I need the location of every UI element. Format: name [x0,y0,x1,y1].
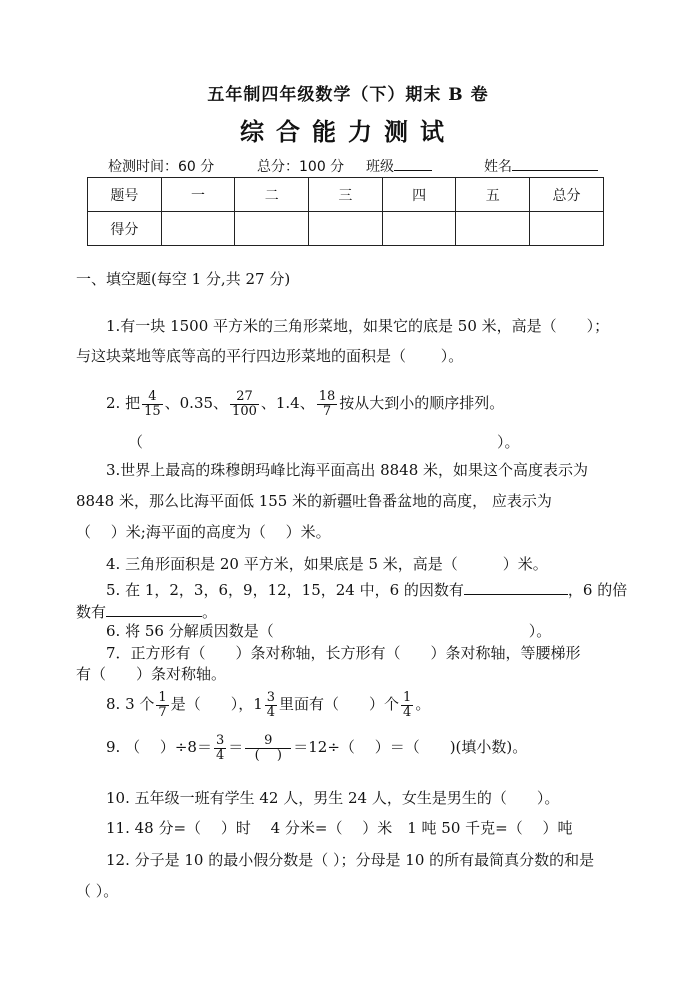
fraction [214,734,226,763]
q8-text: 是（ ），1 [170,695,263,713]
score-cell [235,212,309,246]
fraction-numerator: 3 [266,689,276,705]
fraction [142,390,163,419]
fraction [230,390,259,419]
fraction-numerator: 1 [403,689,412,705]
exam-subtitle: 综合能力测试 [240,117,456,146]
fraction [401,691,413,720]
q8-text: 里面有（ ）个 [279,695,400,713]
q6-line: 6. 将 56 分解质因数是（ ）。 [106,622,552,640]
q7-line2: 有（ ）条对称轴。 [76,665,227,683]
fraction-numerator: 4 [142,390,163,405]
total-label: 总分：100 分 [257,159,345,175]
score-cell [530,212,604,246]
q8-text: 。 [415,695,431,713]
score-header-cell: 总分 [530,178,604,212]
q3-line1: 3.世界上最高的珠穆朗玛峰比海平面高出 8848 米，如果这个高度表示为 [106,461,589,479]
fraction-numerator: 18 [318,388,336,404]
score-header-cell: 四 [382,178,456,212]
q4-line: 4. 三角形面积是 20 平方米，如果底是 5 米，高是（ ）米。 [106,555,548,573]
fraction-denominator: 15 [144,403,161,419]
score-header-cell: 五 [456,178,530,212]
q5-text: 数有 [76,603,107,621]
fraction-denominator: 7 [158,704,167,720]
score-header-cell: 题号 [88,178,162,212]
q5-line1 [106,579,627,601]
q1-line1: 1.有一块 1500 平方米的三角形菜地，如果它的底是 50 米，高是（ ）； [106,317,610,335]
fraction-numerator: 27 [230,390,259,405]
q2-suffix: 按从大到小的顺序排列。 [339,394,505,412]
q7-line1: 7．正方形有（ ）条对称轴，长方形有（ ）条对称轴，等腰梯形 [106,644,581,662]
fraction-denominator: 100 [232,403,257,419]
q2-sep: 、0.35、 [164,394,229,412]
q9-line [106,727,527,767]
q10-line: 10. 五年级一班有学生 42 人，男生 24 人，女生是男生的（ ）。 [106,789,560,807]
q5-text: 。 [202,603,218,621]
q9-text: 9. （ ）÷8＝ [106,738,212,756]
section-heading: 一、填空题(每空 1 分,共 27 分) [76,270,291,288]
class-field [366,156,432,176]
score-header-cell: 三 [309,178,383,212]
q2-line [106,383,504,423]
score-cell [309,212,383,246]
q2-prefix: 2. 把 [106,394,141,412]
q5-text: ，6 的倍 [567,581,628,599]
score-row-label: 得分 [88,212,162,246]
q9-text: ＝ [228,738,244,756]
q11-line: 11. 48 分=（ ）时 4 分米=（ ）米 1 吨 50 千克=（ ）吨 [106,819,573,837]
fraction [156,691,168,720]
fraction [317,390,338,419]
exam-title: 五年制四年级数学（下）期末 B 卷 [207,85,489,105]
class-blank [394,156,432,171]
q12-line1: 12. 分子是 10 的最小假分数是（ ）；分母是 10 的所有最简真分数的和是 [106,851,595,869]
score-cell [382,212,456,246]
time-label: 检测时间：60 分 [108,159,215,175]
name-field [484,156,598,176]
fraction-denominator: ( ) [254,747,282,763]
q8-text: 8. 3 个 [106,695,155,713]
answer-blank [464,580,568,595]
q3-line3: （ ）米;海平面的高度为（ ）米。 [76,523,331,541]
fraction-denominator: 4 [266,704,276,720]
fraction-numerator: 3 [215,732,225,748]
q2-sep: 、1.4、 [260,394,315,412]
name-blank [512,156,598,171]
score-row [88,212,604,246]
q9-text: ＝12÷（ ）＝（ )(填小数)。 [293,738,528,756]
score-cell [456,212,530,246]
q3-line2: 8848 米，那么比海平面低 155 米的新疆吐鲁番盆地的高度， 应表示为 [76,492,552,510]
score-header-row [88,178,604,212]
q1-line2: 与这块菜地等底等高的平行四边形菜地的面积是（ ）。 [76,347,464,365]
score-table [87,177,604,246]
q2-answer-open: （ [128,433,144,451]
answer-blank [106,602,202,617]
fraction-denominator: 4 [403,704,412,720]
class-label: 班级 [366,159,394,175]
fraction-denominator: 7 [322,403,332,419]
fraction-denominator: 4 [215,747,225,763]
fraction-numerator: 1 [158,689,167,705]
q8-line [106,684,430,724]
score-header-cell: 二 [235,178,309,212]
fraction-numerator: 9 [245,734,291,749]
q2-answer-close: ）。 [497,433,520,451]
fraction [265,691,277,720]
fraction [245,734,291,763]
score-cell [161,212,235,246]
q5-text: 5. 在 1，2，3，6，9，12，15，24 中，6 的因数有 [106,581,464,599]
name-label: 姓名 [484,159,512,175]
q12-line2: （ ）。 [76,882,119,900]
score-header-cell: 一 [161,178,235,212]
